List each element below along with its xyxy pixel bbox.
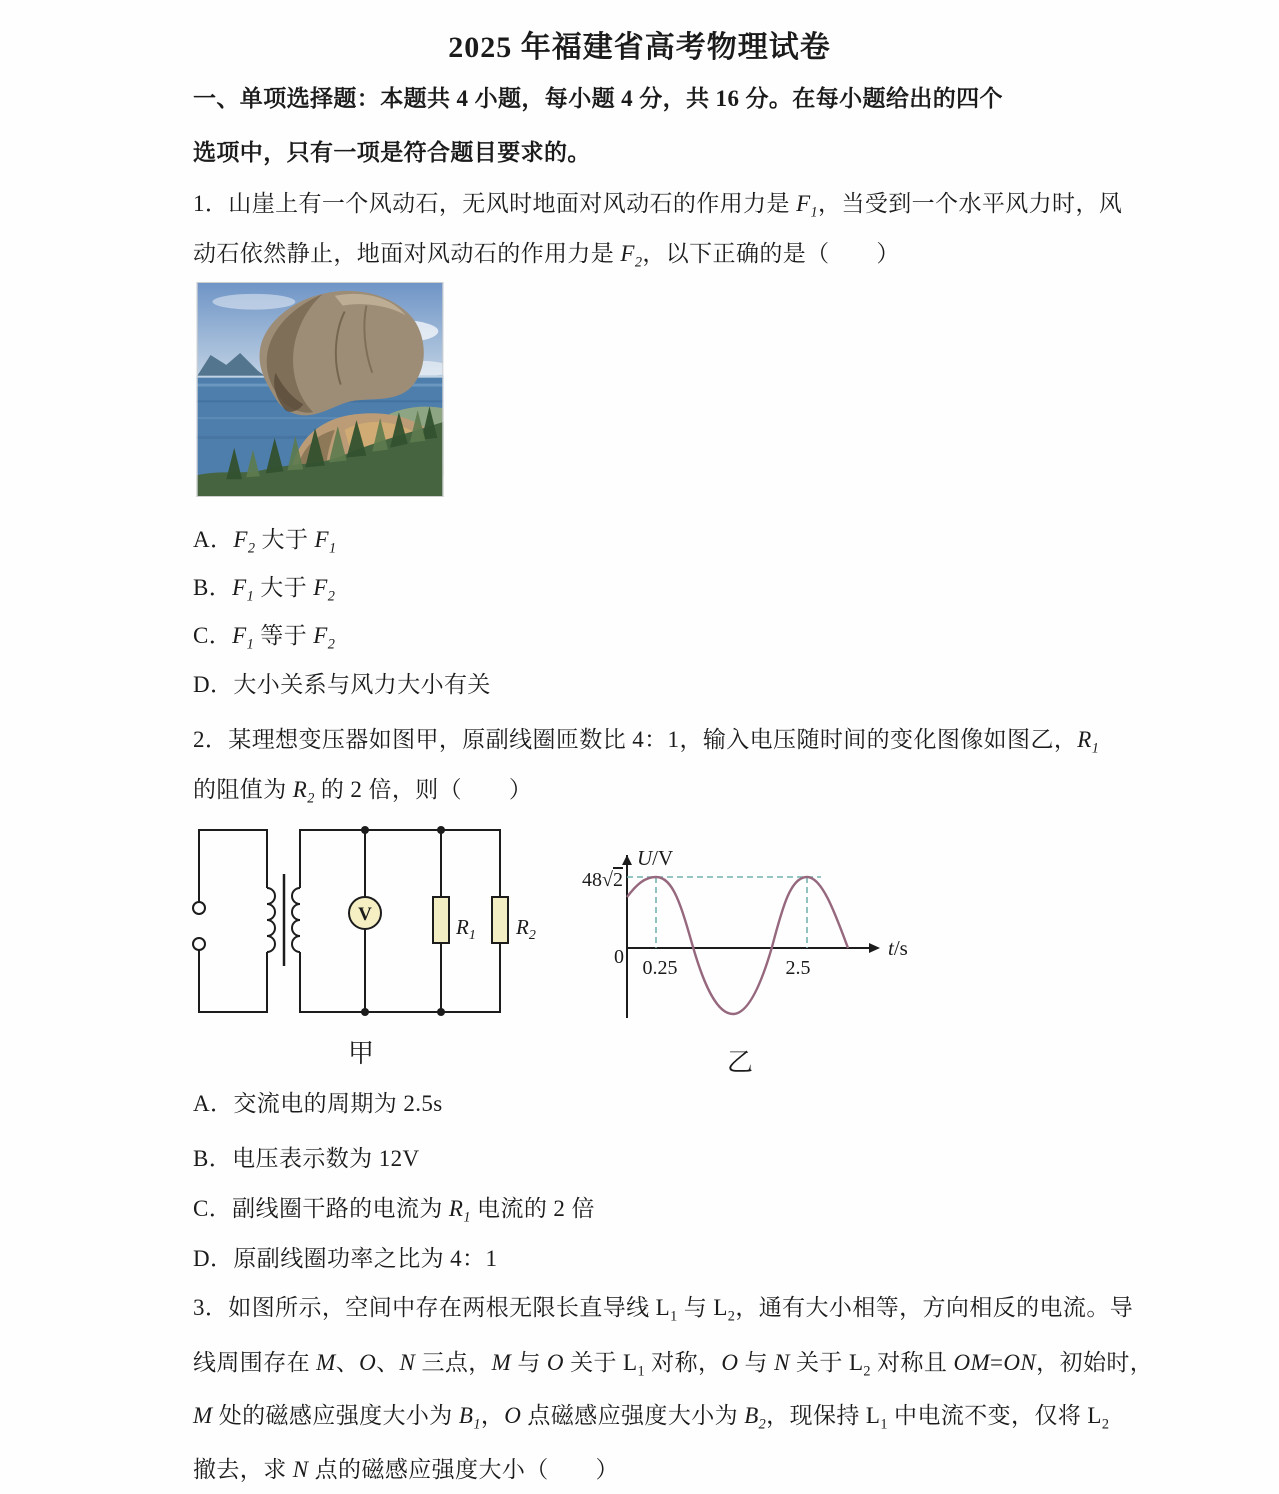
figure-yi-label: 乙 (727, 1048, 754, 1077)
junction-dot (361, 826, 369, 834)
q3-stem-line2: 线周围存在 M、O、N 三点，M 与 O 关于 $L_1$ 对称，O 与 N 关于 $L_2$ 对称且 OM=ON，初始时， (193, 1350, 1154, 1380)
q2-option-d: D．原副线圈功率之比为 4：1 (193, 1246, 498, 1271)
secondary-wire-bottom (300, 943, 500, 1012)
t-axis-arrow (869, 943, 880, 953)
voltage-curve (627, 877, 848, 1014)
t-axis-label: t/s (888, 936, 908, 960)
r1-label: $R_1$ (456, 915, 476, 943)
primary-wire-bottom (199, 950, 267, 1012)
q3-stem-line3: M 处的磁感应强度大小为 $B_1$，O 点磁感应强度大小为 $B_2$，现保持 $L_1$ 中电流不变，仅将 $L_2$ (193, 1403, 1110, 1433)
photo-cloud (213, 294, 296, 310)
resistor-r2 (492, 897, 508, 943)
section-intro-line2: 选项中，只有一项是符合题目要求的。 (193, 140, 591, 165)
q1-option-d: D．大小关系与风力大小有关 (193, 672, 491, 697)
figure-jia-label: 甲 (348, 1039, 375, 1068)
primary-coil (267, 888, 275, 952)
primary-terminal (193, 902, 205, 914)
section-intro-line1: 一、单项选择题：本题共 4 小题，每小题 4 分，共 16 分。在每小题给出的四个 (193, 86, 1003, 111)
voltage-waveform-figure (575, 833, 995, 1080)
tick-2-5: 2.5 (785, 957, 811, 979)
junction-dot (437, 1008, 445, 1016)
q2-stem-line1: 2．某理想变压器如图甲，原副线圈匝数比 4：1，输入电压随时间的变化图像如图乙，$R_1$ (193, 727, 1100, 757)
tick-0-25: 0.25 (642, 957, 678, 979)
junction-dot (437, 826, 445, 834)
u-axis-label: U/V (637, 846, 674, 870)
q2-option-b: B．电压表示数为 12V (193, 1146, 420, 1171)
q3-stem-line4: 撤去，求 N 点的磁感应强度大小（ ） (193, 1457, 619, 1482)
q3-stem-line1: 3．如图所示，空间中存在两根无限长直导线 $L_1$ 与 $L_2$，通有大小相等，方向相反的电流。导 (193, 1295, 1134, 1325)
transformer-circuit-figure (190, 822, 565, 1072)
u-axis-arrow (622, 855, 632, 865)
q2-option-a: A．交流电的周期为 2.5s (193, 1091, 443, 1116)
q2-stem-line2: 的阻值为 $R_2$ 的 2 倍，则（ ） (193, 777, 533, 807)
secondary-coil (292, 888, 300, 952)
q2-option-c: C．副线圈干路的电流为 $R_1$ 电流的 2 倍 (193, 1196, 595, 1226)
q1-stem-line2: 动石依然静止，地面对风动石的作用力是 $F_2$，以下正确的是（ ） (193, 241, 900, 271)
q1-option-b: B．$F_1$ 大于 $F_2$ (193, 575, 336, 605)
primary-terminal (193, 938, 205, 950)
voltmeter-label: V (358, 904, 372, 925)
r2-label: $R_2$ (516, 915, 536, 943)
q1-stem-line1: 1．山崖上有一个风动石，无风时地面对风动石的作用力是 $F_1$，当受到一个水平风力时，风 (193, 191, 1123, 221)
origin-label: 0 (614, 946, 624, 968)
q1-option-a: A．$F_2$ 大于 $F_1$ (193, 527, 337, 557)
peak-value-label: 48√2 (582, 869, 623, 891)
resistor-r1 (433, 897, 449, 943)
primary-wire-top (199, 830, 267, 902)
secondary-wire-top (300, 830, 500, 897)
rock-photo (196, 282, 444, 497)
q1-option-c: C．$F_1$ 等于 $F_2$ (193, 623, 336, 653)
page-title: 2025 年福建省高考物理试卷 (448, 31, 831, 64)
junction-dot (361, 1008, 369, 1016)
